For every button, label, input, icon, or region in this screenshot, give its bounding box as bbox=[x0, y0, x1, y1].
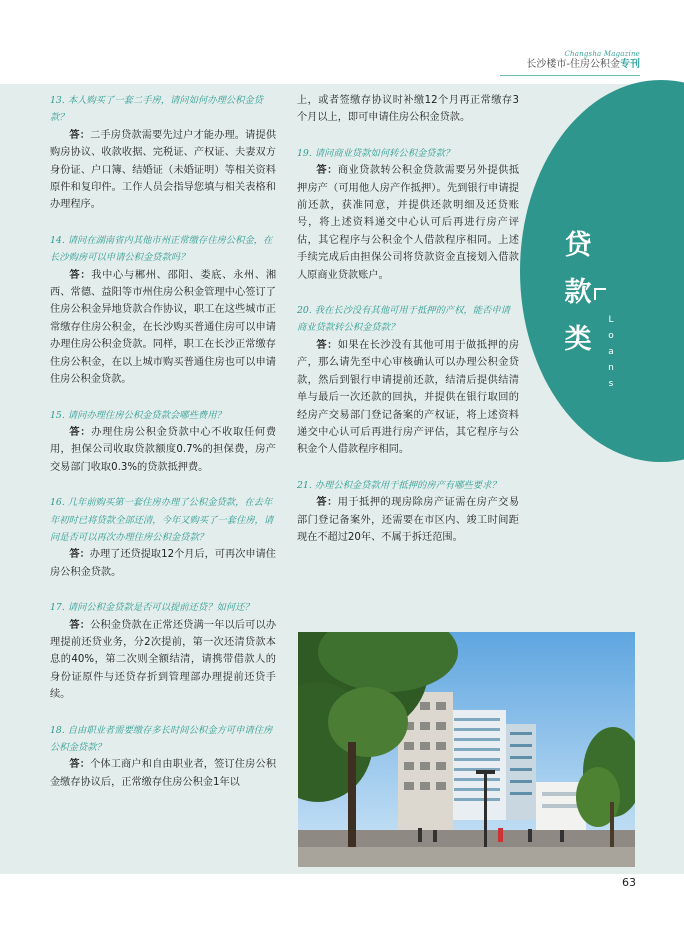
answer-label: 答： bbox=[69, 549, 90, 561]
answer-text: 商业贷款转公积金贷款需要另外提供抵押房产（可用他人房产作抵押）。先到银行申请提前还款，获准同意，并提供还款明细及还贷账号，将上述资料递交中心认可后再进行房产评估，其它程序与公积金个人借款程序相同。上述手续完成后由担保公司将贷款资金直接划入借款人原商业贷款账户。 bbox=[297, 165, 520, 281]
answer-text: 办理住房公积金贷款中心不收取任何费用，担保公司收取贷款额度0.7%的担保费，房产交易部门收取0.3%的贷款抵押费。 bbox=[50, 426, 276, 473]
section-label-char: 款 bbox=[564, 277, 592, 308]
section-label-letter: n bbox=[608, 363, 614, 373]
answer-20 bbox=[297, 337, 519, 459]
section-bracket bbox=[594, 288, 606, 300]
answer-18 bbox=[50, 756, 276, 791]
answer-text: 用于抵押的现房除房产证需在房产交易部门登记备案外，还需要在市区内、竣工时间距现在不超过20年、不属于拆迁范围。 bbox=[297, 497, 520, 543]
section-label-en bbox=[606, 312, 616, 392]
section-label-cn bbox=[560, 222, 596, 363]
header-title-main: 长沙楼市-住房公积金 bbox=[526, 59, 620, 70]
street-photo bbox=[298, 632, 635, 867]
question-21: 21. 办理公积金贷款用于抵押的房产有哪些要求？ bbox=[297, 479, 501, 491]
answer-13 bbox=[50, 127, 276, 214]
section-label-letter: s bbox=[608, 379, 614, 389]
question-17: 17. 请问公积金贷款是否可以提前还贷？如何还？ bbox=[50, 602, 254, 614]
section-label-letter: a bbox=[608, 347, 614, 357]
answer-17 bbox=[50, 617, 276, 704]
section-label-char: 贷 bbox=[564, 230, 592, 261]
header-tagline: Changsha Magazine bbox=[564, 50, 640, 58]
answer-21 bbox=[297, 494, 519, 546]
answer-label: 答： bbox=[69, 619, 91, 631]
answer-label: 答： bbox=[316, 497, 338, 509]
answer-label: 答： bbox=[69, 269, 92, 281]
question-20: 20. 我在长沙没有其他可用于抵押的产权，能否申请商业贷款转公积金贷款？ bbox=[297, 305, 510, 334]
street-photo-illustration bbox=[298, 632, 635, 867]
answer-15 bbox=[50, 424, 276, 476]
answer-text: 二手房贷款需要先过户才能办理。请提供购房协议、收款收据、完税证、产权证、夫妻双方身份证、户口簿、结婚证（未婚证明）等相关资料原件和复印件。工作人员会指导您填与相关表格和办理程序。 bbox=[50, 129, 277, 211]
running-header bbox=[526, 50, 640, 71]
section-label-letter: o bbox=[608, 331, 614, 341]
answer-text: 公积金贷款在正常还贷满一年以后可以办理提前还贷业务，分2次提前，第一次还清贷款本息的40%，第二次则全额结清，请携带借款人的身份证原件与还贷存折到管理部办理提前还贷手续。 bbox=[50, 619, 277, 701]
right-column bbox=[297, 92, 519, 564]
section-label-char: 类 bbox=[564, 324, 592, 355]
answer-text: 个体工商户和自由职业者，签订住房公积金缴存协议后，正常缴存住房公积金1年以 bbox=[50, 759, 277, 788]
answer-14 bbox=[50, 267, 276, 389]
header-rule bbox=[500, 75, 640, 76]
answer-label: 答： bbox=[69, 759, 91, 771]
question-15: 15. 请问办理住房公积金贷款会哪些费用？ bbox=[50, 409, 226, 421]
answer-16 bbox=[50, 546, 276, 581]
answer-label: 答： bbox=[69, 129, 91, 141]
answer-18-continued: 上，或者签缴存协议时补缴12个月再正常缴存3个月以上，即可申请住房公积金贷款。 bbox=[297, 95, 519, 124]
question-14: 14. 请问在湖南省内其他市州正常缴存住房公积金，在长沙购房可以申请公积金贷款吗？ bbox=[50, 234, 273, 264]
answer-text: 我中心与郴州、邵阳、娄底、永州、湘西、常德、益阳等市州住房公积金管理中心签订了住房公积金异地贷款合作协议，职工在这些城市正常缴存住房公积金，在长沙购买普通住房可以申请办理住房公积金贷款。同样，职工在长沙正常缴存住房公积金，在以上城市购买普通住房也可以申请住房公积金贷款。 bbox=[50, 269, 276, 386]
answer-label: 答： bbox=[316, 165, 338, 177]
question-16: 16. 几年前购买第一套住房办理了公积金贷款，在去年年初时已将贷款全部还清，今年又购买了一套住房，请问是否可以再次办理住房公积金贷款？ bbox=[50, 497, 274, 543]
question-19: 19. 请问商业贷款如何转公积金贷款？ bbox=[297, 147, 455, 159]
question-18: 18. 自由职业者需要缴存多长时间公积金方可申请住房公积金贷款？ bbox=[50, 724, 273, 753]
answer-19 bbox=[297, 162, 519, 284]
page-number: 63 bbox=[622, 876, 636, 889]
left-column bbox=[50, 92, 276, 809]
header-title bbox=[526, 58, 640, 71]
section-label-letter: L bbox=[608, 315, 614, 325]
header-title-accent: 专刊 bbox=[620, 59, 640, 70]
answer-label: 答： bbox=[69, 426, 92, 438]
question-13: 13. 本人购买了一套二手房，请问如何办理公积金贷款？ bbox=[50, 95, 263, 124]
answer-text: 办理了还贷提取12个月后，可再次申请住房公积金贷款。 bbox=[50, 549, 276, 578]
answer-label: 答： bbox=[316, 339, 338, 351]
answer-text: 如果在长沙没有其他可用于做抵押的房产，那么请先至中心审核确认可以办理公积金贷款，然后到银行申请提前还款，结清后提供结清单与最后一次还款的回执，并提供在银行取回的经房产交易部门登记备案的产权证，将上述资料递交中心认可后再进行房产评估，其它程序与公积金个人借款程序相同。 bbox=[297, 339, 520, 456]
